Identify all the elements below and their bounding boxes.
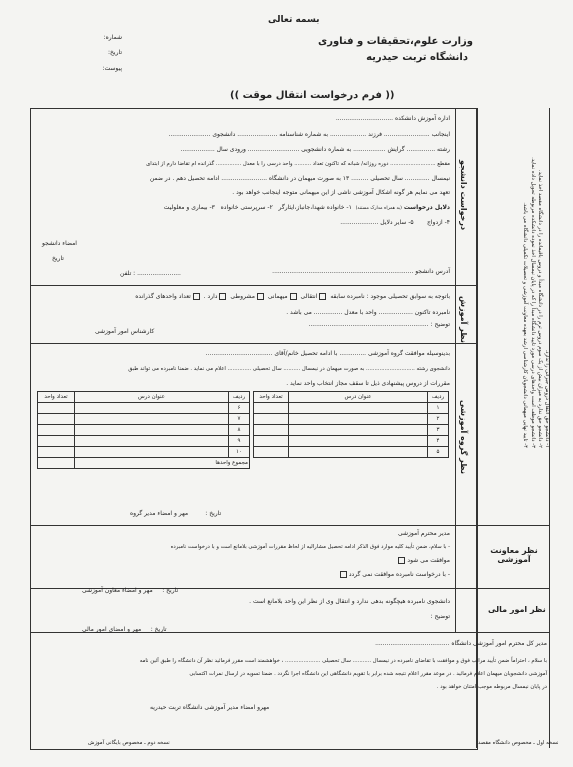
dept-line[interactable]: دانشجوی رشته ............................. به صورت میهمان در نیمسال .......... سال تحصیلی .............. اعلام می نماید . ضمنا نامبرده می تواند طبق — [128, 366, 450, 372]
col-header: ردیف — [428, 392, 449, 403]
reason-option[interactable]: ۴- ازدواج — [427, 219, 450, 226]
final-signature[interactable]: مهرو امضاء مدیر آموزشی دانشگاه تربت حیدریه — [150, 704, 270, 711]
section-title-education: نظر آموزش — [459, 296, 468, 343]
student-date[interactable]: تاریخ — [52, 255, 64, 262]
side-notes — [478, 108, 550, 448]
student-phone[interactable]: تلفن : ....................... — [120, 270, 181, 277]
col-header: تعداد واحد — [38, 392, 75, 403]
reasons-label: دلایل درخواست — [403, 204, 450, 211]
dept-signature-row — [130, 510, 221, 518]
checkbox[interactable] — [193, 293, 200, 300]
dept-line[interactable]: بدینوسیله موافقت گروه آموزشی .............. با ادامه تحصیل خانم/آقای ................................... — [205, 350, 450, 357]
check-label: مشروطی — [230, 293, 255, 300]
col-header: عنوان درس — [289, 392, 428, 403]
reasons-note: (به همراه مدارک مستند) — [355, 206, 402, 211]
record-label: باتوجه به سوابق تحصیلی موجود : نامبرده سابقه — [330, 293, 450, 300]
finance-line: دانشجوی نامبرده هیچگونه بدهی ندارد و انتقال وی از نظر این واحد بلامانع است . — [249, 598, 450, 605]
disagree-checkbox[interactable] — [340, 571, 347, 578]
side-note: ۱- دانشجو حق انتقال دروس جبرانی را ندارد. — [544, 349, 550, 448]
reason-option[interactable]: ۱- خانواده شهدا،جانباز،ایثارگر — [278, 204, 352, 211]
dept-date[interactable]: تاریخ : — [205, 510, 222, 517]
label-column-divider — [455, 108, 456, 632]
footer-copy2: نسخه دوم ـ مخصوص بایگانی آموزش — [88, 740, 170, 746]
section-title-department: نظر گروه آموزشی — [459, 400, 468, 474]
final-line: در پایان نیمسال مربوطه موجب امتنان خواهد بود . — [436, 684, 547, 690]
finance-signature-row — [82, 626, 167, 634]
meta-number: شماره: — [103, 34, 122, 41]
form-title: (( فرم درخواست انتقال موقت )) — [230, 90, 395, 101]
side-note: ۴- تایید نهایی میهمانی دانشجویان کارشناسی ارشد بعهده معاونت آموزشی و تحصیلات تکمیلی دانشگاه می باشد. — [522, 202, 529, 448]
side-note: ۳- دانشجو موظف است واحدهای درسی مورد تایید دانشگاه مبدأ را که در پایان نیمسال اخذ نموده دانشکده مربوطه تحویل داده نماید. — [529, 157, 536, 448]
courses-table-right — [253, 391, 449, 458]
meta-date: تاریخ: — [108, 49, 122, 56]
education-signer: کارشناس امور آموزشی — [95, 328, 155, 335]
vice-line: - با سلام، ضمن تأیید کلیه موارد فوق الذکر ادامه تحصیل مشارالیه از لحاظ مقررات آموزشی بلامانع است و با درخواست نامبرده — [170, 544, 450, 550]
reason-option[interactable]: ۲- سرپرستی خانواده — [220, 204, 273, 211]
notes-divider — [476, 108, 477, 748]
col-header: ردیف — [229, 392, 250, 403]
final-line: آموزشی دانشجویان میهمان اعلام فرمائید . در موعد مقرر اعلام نتیجه شده برابر با تقویم دانشگاهی این دانشگاه اجرا نگردد . ضمنا تسویه در ارسال نمرات اکتسابی — [189, 671, 547, 677]
request-line: تعهد می نمایم هر گونه اشکال آموزشی ناشی از این میهمانی متوجه اینجانب خواهد بود . — [232, 189, 450, 196]
checkbox[interactable] — [290, 293, 297, 300]
bismillah: بسمه تعالی — [268, 15, 320, 25]
reasons-row — [164, 204, 450, 213]
courses-table-left — [37, 391, 250, 469]
request-line[interactable]: رشته ............... گرایش ................. به شماره دانشجویی ........................... ورودی سال .................. — [180, 146, 450, 153]
reason-option[interactable]: ۳- بیماری و معلولیت — [163, 204, 215, 211]
student-address[interactable]: آدرس دانشجو .......................................................................... — [272, 268, 450, 275]
request-line[interactable]: مقطع ........................... دوره روزانه/ شبانه که تاکنون تعداد .......... واحد درسی را با معدل ............... گذرانده ام تقاضا دارم از ابتدای — [146, 161, 450, 167]
meta-attachment: پیوست: — [102, 65, 122, 72]
ministry-name: وزارت علوم،تحقیقات و فناوری — [318, 36, 473, 47]
vice-signature[interactable]: مهر و امضاء معاون آموزشی — [82, 587, 153, 594]
request-line[interactable]: اداره آموزش دانشکده .............................. — [335, 115, 450, 122]
table-row: ۳ — [254, 425, 449, 436]
agree-checkbox[interactable] — [398, 557, 405, 564]
footer-copy1: نسخه اول ـ مخصوص دانشگاه مقصد — [478, 740, 559, 746]
education-record — [135, 293, 450, 301]
section-title-student-request: درخواست دانشجو — [459, 160, 468, 231]
table-row: ۸ — [38, 425, 250, 436]
vice-date[interactable]: تاریخ : — [162, 587, 179, 594]
reason-option[interactable]: ۵- سایر دلایل .................... — [340, 219, 414, 226]
request-line[interactable]: نیمسال ............. سال تحصیلی ......... ۱۳ به صورت میهمان در دانشگاه ........................ ادامه تحصیل دهم . در ضمن — [149, 175, 450, 182]
vice-greeting: مدیر محترم آموزشی — [398, 530, 450, 537]
finance-signature[interactable]: مهر و امضای امور مالی — [82, 626, 142, 633]
request-line[interactable]: اینجانب ........................ فرزند ................... به شماره شناسنامه ..................... دانشجوی ...................... — [168, 131, 450, 138]
section-title-finance: نظر امور مالی — [488, 605, 546, 614]
education-desc[interactable]: توضیح : ............................................................... — [308, 321, 450, 328]
units-label: تعداد واحدهای گذرانده — [135, 293, 191, 300]
checkbox[interactable] — [219, 293, 226, 300]
table-row: ۵ — [254, 447, 449, 458]
dept-signature[interactable]: مهر و امضاء مدیر گروه — [130, 510, 189, 517]
checkbox[interactable] — [257, 293, 264, 300]
student-signature[interactable]: امضاء دانشجو — [42, 240, 77, 247]
final-line[interactable]: با سلام ، احتراماً ضمن تأیید مراتب فوق و موافقت با تقاضای نامبرده در نیمسال ........... سال تحصیلی ..................... ، خواهشمند است مقرر فرمائید نظر آن دانشگاه را طبق آئین نامه — [139, 658, 547, 664]
table-row: ۹ — [38, 436, 250, 447]
table-row: ۱۰ — [38, 447, 250, 458]
col-header: تعداد واحد — [254, 392, 289, 403]
university-name: دانشگاه تربت حیدریه — [366, 52, 468, 63]
table-row: ۴ — [254, 436, 449, 447]
checkbox[interactable] — [319, 293, 326, 300]
finance-desc[interactable]: توضیح : — [430, 613, 450, 620]
final-greeting: مدیر کل محترم امور آموزشی دانشگاه ....................................... — [375, 640, 547, 647]
check-label: دارد . — [203, 293, 218, 300]
col-header: عنوان درس — [75, 392, 229, 403]
table-row: ۲ — [254, 414, 449, 425]
vice-disagree[interactable]: - با درخواست نامبرده موافقت نمی گردد — [338, 571, 450, 579]
dept-line: مقررات از دروس پیشنهادی ذیل تا سقف مجاز انتخاب واحد نماید . — [286, 380, 450, 387]
vice-agree[interactable]: موافقت می شود — [396, 557, 450, 565]
section-title-vice: نظر معاونت آموزشی — [490, 546, 538, 564]
finance-date[interactable]: تاریخ : — [150, 626, 167, 633]
table-row: ۷ — [38, 414, 250, 425]
vice-signature-row — [82, 587, 178, 595]
check-label: انتقالی — [300, 293, 318, 300]
reasons-row-2 — [340, 219, 450, 227]
total-row — [38, 458, 250, 469]
education-line2[interactable]: نامبرده تاکنون .................. واحد با معدل ............... می باشد . — [286, 309, 450, 316]
side-note: ۲- دانشجو حق ندارد به میزان بیش از یک سوم دروس ترم را در دانشگاه مبدأ و دروس باقیمانده را در دانشگاه مقصد اخذ نماید. — [536, 169, 543, 448]
total-label: مجموع واحدها — [75, 458, 250, 469]
check-label: میهمانی — [267, 293, 288, 300]
table-row: ۱ — [254, 403, 449, 414]
table-row: ۶ — [38, 403, 250, 414]
